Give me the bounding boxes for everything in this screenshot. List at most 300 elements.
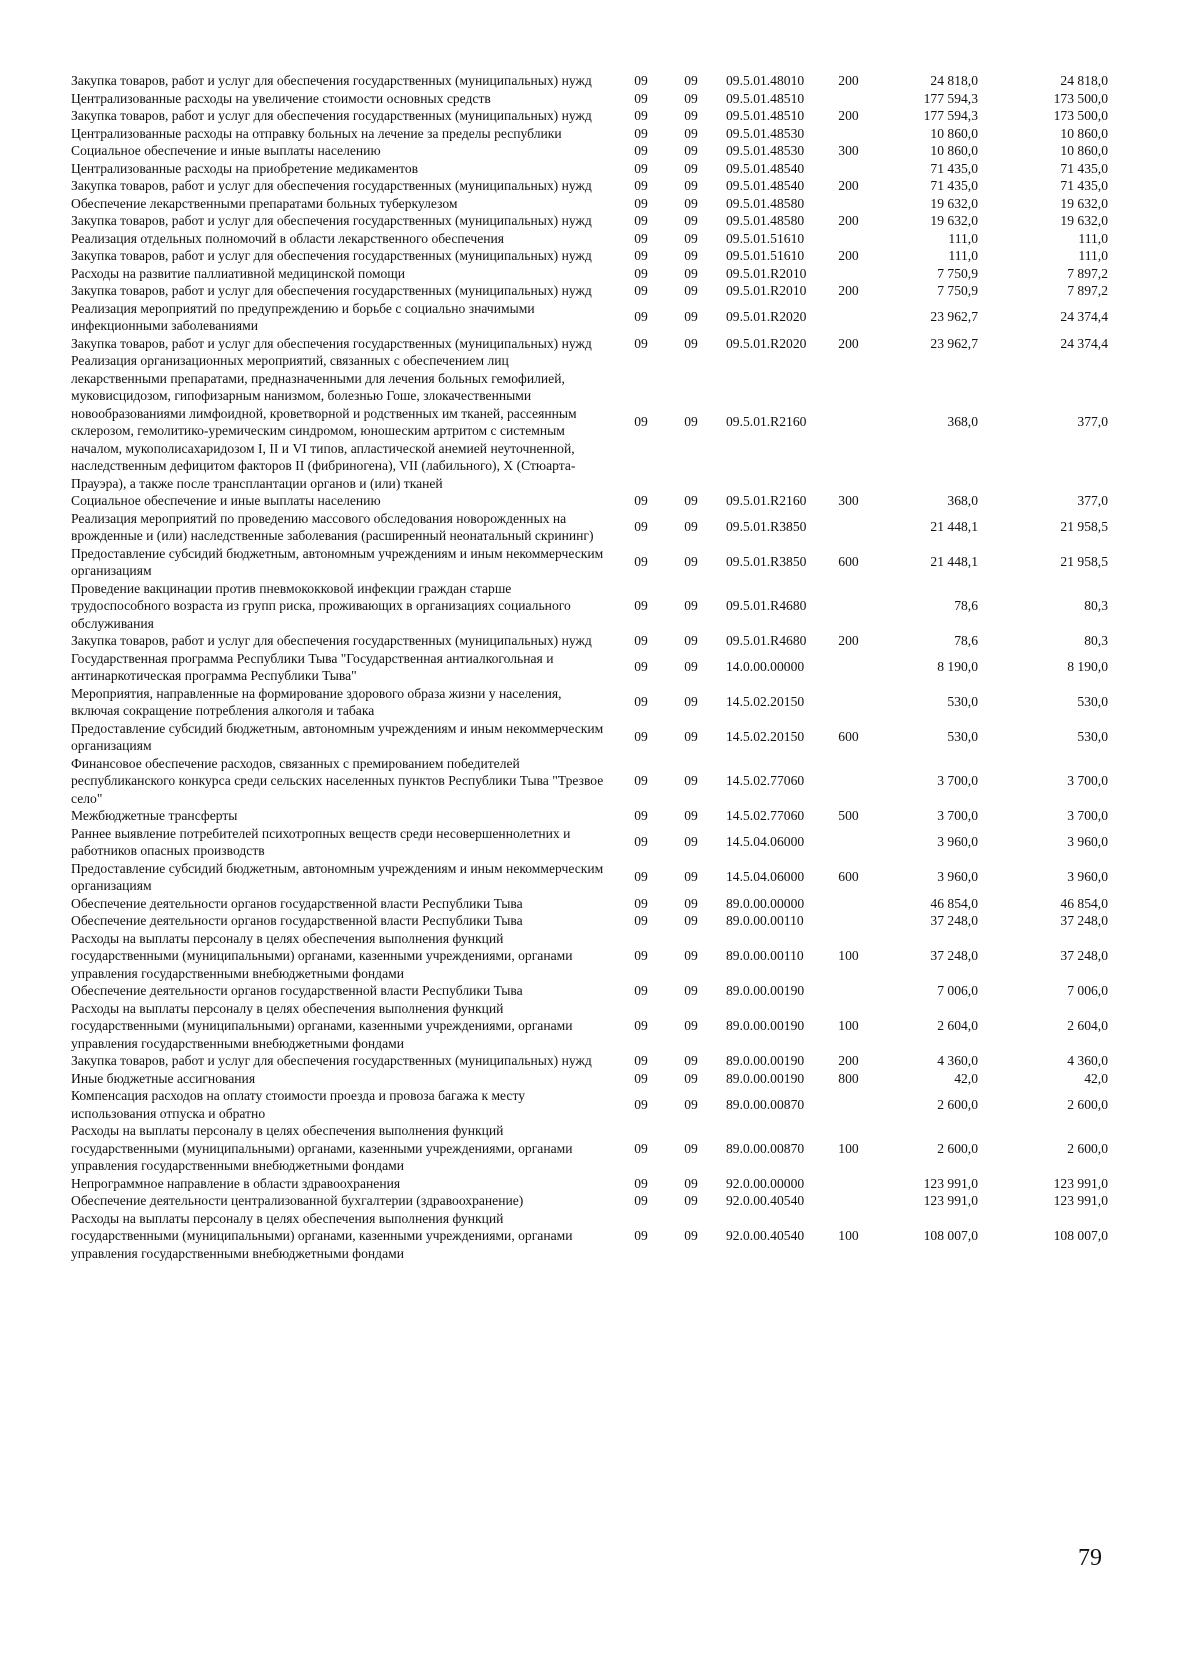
amount-year-1: 10 860,0: [930, 125, 978, 141]
section-code: 09: [634, 554, 648, 570]
section-code: 09: [634, 1175, 648, 1191]
amount-year-1: 2 600,0: [937, 1140, 978, 1156]
item-name: Расходы на развитие паллиативной медицинской помощи: [71, 265, 406, 281]
amount-year-2: 111,0: [1078, 230, 1108, 246]
amount-year-1: 21 448,1: [930, 519, 978, 535]
subsection-code: 09: [684, 1018, 698, 1033]
table-row: [71, 282, 1116, 300]
target-article-code: 14.5.02.20150: [726, 729, 805, 745]
table-row: [71, 335, 1116, 353]
amount-year-2: 71 435,0: [1060, 160, 1108, 176]
amount-year-2: 8 190,0: [1067, 659, 1108, 675]
item-name: Иные бюджетные ассигнования: [71, 1070, 256, 1086]
subsection-code: 09: [684, 73, 698, 88]
section-code: 09: [634, 948, 648, 963]
subsection-code: 09: [684, 519, 698, 535]
section-code: 09: [634, 283, 648, 298]
amount-year-2: 530,0: [1077, 729, 1108, 745]
item-name: Предоставление субсидий бюджетным, автономным учреждениям и иным некоммерческим организациям: [71, 860, 604, 893]
subsection-code: 09: [684, 808, 698, 823]
section-code: 09: [634, 895, 648, 911]
item-name: Закупка товаров, работ и услуг для обеспечения государственных (муниципальных) нужд: [71, 178, 592, 193]
target-article-code: 89.0.00.00000: [726, 895, 805, 911]
expense-type-code: 200: [838, 213, 859, 228]
amount-year-2: 10 860,0: [1060, 143, 1108, 158]
amount-year-2: 19 632,0: [1060, 213, 1108, 228]
table-row: [71, 720, 1116, 755]
expense-type-code: [821, 510, 876, 545]
amount-year-2: 173 500,0: [1053, 108, 1108, 123]
subsection-code: 09: [684, 554, 698, 570]
item-name: Реализация отдельных полномочий в области лекарственного обеспечения: [71, 230, 505, 246]
expense-type-code: [821, 1175, 876, 1193]
amount-year-1: 24 818,0: [930, 73, 978, 88]
target-article-code: 14.5.04.06000: [726, 869, 805, 885]
table-row: [71, 912, 1116, 930]
page-number: 79: [1078, 1545, 1102, 1571]
amount-year-1: 3 700,0: [937, 773, 978, 788]
amount-year-1: 10 860,0: [930, 143, 978, 158]
item-name: Раннее выявление потребителей психотропных веществ среди несовершеннолетних и работников опасных производств: [71, 825, 571, 858]
item-name: Социальное обеспечение и иные выплаты населению: [71, 143, 381, 158]
amount-year-2: 80,3: [1084, 598, 1108, 613]
amount-year-1: 108 007,0: [923, 1228, 978, 1243]
target-article-code: 09.5.01.48580: [726, 195, 805, 211]
amount-year-2: 2 600,0: [1067, 1140, 1108, 1156]
section-code: 09: [634, 1193, 648, 1208]
target-article-code: 09.5.01.R2160: [726, 493, 807, 508]
expense-type-code: [821, 895, 876, 913]
expense-type-code: [821, 90, 876, 108]
expense-type-code: [821, 230, 876, 248]
target-article-code: 09.5.01.R3850: [726, 519, 807, 535]
amount-year-2: 3 700,0: [1067, 773, 1108, 788]
amount-year-2: 42,0: [1084, 1070, 1108, 1086]
target-article-code: 14.0.00.00000: [726, 659, 805, 675]
item-name: Обеспечение деятельности органов государственной власти Республики Тыва: [71, 983, 523, 998]
subsection-code: 09: [684, 248, 698, 263]
table-row: [71, 685, 1116, 720]
section-code: 09: [634, 265, 648, 281]
item-name: Закупка товаров, работ и услуг для обеспечения государственных (муниципальных) нужд: [71, 248, 592, 263]
expense-type-code: [821, 912, 876, 930]
item-name: Расходы на выплаты персоналу в целях обеспечения выполнения функций государственными (муниципальными) органами, казенными учреждениями, органами управления государственными внебюджетными фондами: [71, 1123, 573, 1173]
section-code: 09: [634, 1140, 648, 1156]
expense-type-code: 300: [838, 493, 859, 508]
target-article-code: 09.5.01.R3850: [726, 554, 807, 570]
target-article-code: 89.0.00.00110: [726, 948, 804, 963]
subsection-code: 09: [684, 1228, 698, 1243]
item-name: Закупка товаров, работ и услуг для обеспечения государственных (муниципальных) нужд: [71, 633, 592, 648]
target-article-code: 89.0.00.00870: [726, 1096, 805, 1112]
amount-year-2: 123 991,0: [1053, 1193, 1108, 1208]
section-code: 09: [634, 230, 648, 246]
target-article-code: 89.0.00.00190: [726, 1018, 805, 1033]
amount-year-2: 7 006,0: [1067, 983, 1108, 998]
amount-year-1: 21 448,1: [930, 554, 978, 570]
amount-year-1: 177 594,3: [923, 108, 978, 123]
subsection-code: 09: [684, 414, 698, 430]
section-code: 09: [634, 213, 648, 228]
section-code: 09: [634, 729, 648, 745]
table-row: [71, 580, 1116, 633]
subsection-code: 09: [684, 493, 698, 508]
item-name: Централизованные расходы на приобретение медикаментов: [71, 160, 419, 176]
table-row: [71, 247, 1116, 265]
subsection-code: 09: [684, 1070, 698, 1086]
section-code: 09: [634, 659, 648, 675]
section-code: 09: [634, 808, 648, 823]
expense-type-code: 200: [838, 283, 859, 298]
target-article-code: 14.5.04.06000: [726, 834, 805, 850]
amount-year-2: 24 818,0: [1060, 73, 1108, 88]
amount-year-2: 24 374,4: [1060, 309, 1108, 325]
amount-year-2: 46 854,0: [1060, 895, 1108, 911]
target-article-code: 09.5.01.51610: [726, 230, 805, 246]
item-name: Социальное обеспечение и иные выплаты населению: [71, 493, 381, 508]
section-code: 09: [634, 160, 648, 176]
amount-year-2: 3 960,0: [1067, 869, 1108, 885]
expense-type-code: [821, 580, 876, 633]
expense-type-code: [821, 825, 876, 860]
section-code: 09: [634, 493, 648, 508]
expense-type-code: 500: [838, 808, 859, 823]
amount-year-2: 7 897,2: [1067, 283, 1108, 298]
section-code: 09: [634, 1018, 648, 1033]
target-article-code: 89.0.00.00110: [726, 913, 804, 928]
table-row: [71, 160, 1116, 178]
budget-table: [71, 72, 1116, 1262]
subsection-code: 09: [684, 213, 698, 228]
table-row: [71, 125, 1116, 143]
amount-year-2: 7 897,2: [1067, 265, 1108, 281]
target-article-code: 09.5.01.R2020: [726, 309, 807, 325]
amount-year-1: 7 750,9: [937, 283, 978, 298]
amount-year-2: 2 600,0: [1067, 1096, 1108, 1112]
item-name: Централизованные расходы на увеличение стоимости основных средств: [71, 90, 491, 106]
expense-type-code: 200: [838, 108, 859, 123]
amount-year-2: 3 960,0: [1067, 834, 1108, 850]
target-article-code: 09.5.01.48580: [726, 213, 805, 228]
expense-type-code: [821, 195, 876, 213]
target-article-code: 09.5.01.48510: [726, 108, 805, 123]
table-row: [71, 72, 1116, 90]
subsection-code: 09: [684, 1140, 698, 1156]
subsection-code: 09: [684, 659, 698, 675]
item-name: Межбюджетные трансферты: [71, 808, 238, 823]
amount-year-1: 177 594,3: [923, 90, 978, 106]
expense-type-code: 600: [838, 554, 859, 570]
item-name: Закупка товаров, работ и услуг для обеспечения государственных (муниципальных) нужд: [71, 335, 592, 351]
table-row: [71, 510, 1116, 545]
target-article-code: 92.0.00.40540: [726, 1193, 805, 1208]
section-code: 09: [634, 1228, 648, 1243]
subsection-code: 09: [684, 1096, 698, 1112]
section-code: 09: [634, 178, 648, 193]
expense-type-code: [821, 352, 876, 492]
item-name: Закупка товаров, работ и услуг для обеспечения государственных (муниципальных) нужд: [71, 283, 592, 298]
amount-year-2: 10 860,0: [1060, 125, 1108, 141]
expense-type-code: 600: [838, 869, 859, 885]
amount-year-1: 3 700,0: [937, 808, 978, 823]
table-row: [71, 265, 1116, 283]
item-name: Реализация мероприятий по предупреждению и борьбе с социально значимыми инфекционными заболеваниями: [71, 300, 535, 333]
subsection-code: 09: [684, 729, 698, 745]
target-article-code: 09.5.01.48530: [726, 125, 805, 141]
amount-year-2: 37 248,0: [1060, 913, 1108, 928]
section-code: 09: [634, 335, 648, 351]
section-code: 09: [634, 195, 648, 211]
section-code: 09: [634, 913, 648, 928]
target-article-code: 92.0.00.40540: [726, 1228, 805, 1243]
section-code: 09: [634, 694, 648, 710]
section-code: 09: [634, 869, 648, 885]
item-name: Обеспечение деятельности органов государственной власти Республики Тыва: [71, 913, 523, 928]
subsection-code: 09: [684, 178, 698, 193]
expense-type-code: [821, 160, 876, 178]
item-name: Закупка товаров, работ и услуг для обеспечения государственных (муниципальных) нужд: [71, 108, 592, 123]
table-row: [71, 982, 1116, 1000]
item-name: Обеспечение лекарственными препаратами больных туберкулезом: [71, 195, 458, 211]
subsection-code: 09: [684, 913, 698, 928]
target-article-code: 14.5.02.20150: [726, 694, 805, 710]
target-article-code: 09.5.01.48540: [726, 178, 805, 193]
expense-type-code: 800: [838, 1070, 859, 1086]
amount-year-1: 3 960,0: [937, 869, 978, 885]
item-name: Мероприятия, направленные на формирование здорового образа жизни у населения, включая сокращение потребления алкоголя и табака: [71, 685, 562, 718]
target-article-code: 09.5.01.48540: [726, 160, 805, 176]
item-name: Обеспечение деятельности органов государственной власти Республики Тыва: [71, 895, 523, 911]
target-article-code: 09.5.01.R2020: [726, 335, 807, 351]
expense-type-code: [821, 300, 876, 335]
item-name: Централизованные расходы на отправку больных на лечение за пределы республики: [71, 125, 562, 141]
subsection-code: 09: [684, 983, 698, 998]
target-article-code: 89.0.00.00190: [726, 1070, 805, 1086]
expense-type-code: [821, 1192, 876, 1210]
expense-type-code: [821, 755, 876, 808]
item-name: Предоставление субсидий бюджетным, автономным учреждениям и иным некоммерческим организациям: [71, 545, 604, 578]
table-row: [71, 212, 1116, 230]
table-row: [71, 1087, 1116, 1122]
section-code: 09: [634, 1096, 648, 1112]
subsection-code: 09: [684, 869, 698, 885]
table-row: [71, 632, 1116, 650]
table-row: [71, 195, 1116, 213]
item-name: Финансовое обеспечение расходов, связанных с премированием победителей республиканского конкурса среди сельских населенных пунктов Республики Тыва "Трезвое село": [71, 755, 604, 806]
subsection-code: 09: [684, 309, 698, 325]
amount-year-1: 23 962,7: [930, 309, 978, 325]
table-row: [71, 1175, 1116, 1193]
amount-year-1: 7 006,0: [937, 983, 978, 998]
table-row: [71, 142, 1116, 160]
table-row: [71, 1122, 1116, 1175]
amount-year-1: 71 435,0: [930, 160, 978, 176]
section-code: 09: [634, 108, 648, 123]
item-name: Расходы на выплаты персоналу в целях обеспечения выполнения функций государственными (муниципальными) органами, казенными учреждениями, органами управления государственными внебюджетными фондами: [71, 1210, 573, 1261]
subsection-code: 09: [684, 773, 698, 788]
table-row: [71, 825, 1116, 860]
expense-type-code: 300: [838, 143, 859, 158]
section-code: 09: [634, 1053, 648, 1068]
item-name: Проведение вакцинации против пневмококковой инфекции граждан старше трудоспособного возраста из групп риска, проживающих в организациях социального обслуживания: [71, 580, 571, 631]
table-row: [71, 1070, 1116, 1088]
amount-year-2: 4 360,0: [1067, 1053, 1108, 1068]
amount-year-2: 37 248,0: [1060, 948, 1108, 963]
expense-type-code: [821, 265, 876, 283]
target-article-code: 09.5.01.51610: [726, 248, 805, 263]
table-row: [71, 807, 1116, 825]
item-name: Закупка товаров, работ и услуг для обеспечения государственных (муниципальных) нужд: [71, 73, 592, 88]
section-code: 09: [634, 143, 648, 158]
target-article-code: 09.5.01.R2010: [726, 283, 807, 298]
item-name: Обеспечение деятельности централизованной бухгалтерии (здравоохранение): [71, 1193, 524, 1208]
amount-year-1: 7 750,9: [937, 265, 978, 281]
table-row: [71, 300, 1116, 335]
table-row: [71, 352, 1116, 492]
amount-year-1: 19 632,0: [930, 213, 978, 228]
subsection-code: 09: [684, 948, 698, 963]
table-row: [71, 492, 1116, 510]
amount-year-2: 24 374,4: [1060, 335, 1108, 351]
amount-year-2: 2 604,0: [1067, 1018, 1108, 1033]
expense-type-code: 200: [838, 335, 859, 351]
section-code: 09: [634, 983, 648, 998]
subsection-code: 09: [684, 108, 698, 123]
amount-year-2: 377,0: [1077, 414, 1108, 430]
subsection-code: 09: [684, 335, 698, 351]
amount-year-2: 19 632,0: [1060, 195, 1108, 211]
amount-year-2: 123 991,0: [1053, 1175, 1108, 1191]
table-body: [71, 72, 1116, 1262]
table-row: [71, 930, 1116, 983]
item-name: Закупка товаров, работ и услуг для обеспечения государственных (муниципальных) нужд: [71, 213, 592, 228]
expense-type-code: 200: [838, 73, 859, 88]
target-article-code: 09.5.01.R2160: [726, 414, 807, 430]
table-row: [71, 107, 1116, 125]
amount-year-2: 21 958,5: [1060, 519, 1108, 535]
amount-year-1: 3 960,0: [937, 834, 978, 850]
amount-year-1: 37 248,0: [930, 913, 978, 928]
expense-type-code: 600: [838, 729, 859, 745]
subsection-code: 09: [684, 1053, 698, 1068]
amount-year-1: 530,0: [947, 694, 978, 710]
subsection-code: 09: [684, 598, 698, 613]
table-row: [71, 1192, 1116, 1210]
amount-year-2: 71 435,0: [1060, 178, 1108, 193]
item-name: Непрограммное направление в области здравоохранения: [71, 1175, 401, 1191]
amount-year-2: 530,0: [1077, 694, 1108, 710]
subsection-code: 09: [684, 125, 698, 141]
expense-type-code: [821, 125, 876, 143]
subsection-code: 09: [684, 265, 698, 281]
amount-year-1: 111,0: [948, 230, 978, 246]
amount-year-2: 3 700,0: [1067, 808, 1108, 823]
section-code: 09: [634, 248, 648, 263]
amount-year-2: 173 500,0: [1053, 90, 1108, 106]
target-article-code: 89.0.00.00870: [726, 1140, 805, 1156]
target-article-code: 09.5.01.R2010: [726, 265, 807, 281]
section-code: 09: [634, 73, 648, 88]
target-article-code: 92.0.00.00000: [726, 1175, 805, 1191]
section-code: 09: [634, 773, 648, 788]
subsection-code: 09: [684, 90, 698, 106]
target-article-code: 09.5.01.48010: [726, 73, 805, 88]
target-article-code: 89.0.00.00190: [726, 983, 805, 998]
item-name: Реализация организационных мероприятий, связанных с обеспечением лиц лекарственными препаратами, предназначенными для лечения больных гемофилией, муковисцидозом, гипофизарным нанизмом, болезнью Гоше, злокачественными новообразованиями лимфоидной, кроветворной и родственных им тканей, рассеянным склерозом, гемолитико-уремическим синдромом, юношеским артритом с системным началом, мукополисахаридозом I, II и VI типов, апластической анемией неуточненной, наследственным дефицитом факторов II (фибриногена), VII (лабильного), X (Стюарта-Прауэра), а также после трансплантации органов и (или) тканей: [71, 353, 577, 491]
table-row: [71, 895, 1116, 913]
item-name: Государственная программа Республики Тыва "Государственная антиалкогольная и антинаркотическая программа Республики Тыва": [71, 650, 554, 683]
amount-year-1: 78,6: [954, 598, 978, 613]
subsection-code: 09: [684, 1193, 698, 1208]
section-code: 09: [634, 414, 648, 430]
amount-year-2: 377,0: [1077, 493, 1108, 508]
subsection-code: 09: [684, 895, 698, 911]
subsection-code: 09: [684, 283, 698, 298]
table-row: [71, 755, 1116, 808]
expense-type-code: [821, 685, 876, 720]
expense-type-code: 100: [838, 1140, 859, 1156]
amount-year-1: 42,0: [954, 1070, 978, 1086]
expense-type-code: 100: [838, 1018, 859, 1033]
expense-type-code: 200: [838, 178, 859, 193]
amount-year-1: 19 632,0: [930, 195, 978, 211]
amount-year-2: 80,3: [1084, 633, 1108, 648]
table-row: [71, 90, 1116, 108]
amount-year-1: 368,0: [947, 493, 978, 508]
item-name: Предоставление субсидий бюджетным, автономным учреждениям и иным некоммерческим организациям: [71, 720, 604, 753]
subsection-code: 09: [684, 230, 698, 246]
table-row: [71, 545, 1116, 580]
section-code: 09: [634, 834, 648, 850]
item-name: Расходы на выплаты персоналу в целях обеспечения выполнения функций государственными (муниципальными) органами, казенными учреждениями, органами управления государственными внебюджетными фондами: [71, 930, 573, 981]
section-code: 09: [634, 633, 648, 648]
table-row: [71, 230, 1116, 248]
amount-year-1: 46 854,0: [930, 895, 978, 911]
item-name: Реализация мероприятий по проведению массового обследования новорожденных на врожденные и (или) наследственные заболевания (расширенный неонатальный скрининг): [71, 510, 594, 543]
amount-year-1: 2 604,0: [937, 1018, 978, 1033]
amount-year-1: 37 248,0: [930, 948, 978, 963]
amount-year-1: 123 991,0: [923, 1175, 978, 1191]
item-name: Закупка товаров, работ и услуг для обеспечения государственных (муниципальных) нужд: [71, 1053, 592, 1068]
table-row: [71, 1210, 1116, 1263]
expense-type-code: [821, 650, 876, 685]
subsection-code: 09: [684, 195, 698, 211]
target-article-code: 09.5.01.R4680: [726, 598, 807, 613]
amount-year-2: 21 958,5: [1060, 554, 1108, 570]
item-name: Компенсация расходов на оплату стоимости проезда и провоза багажа к месту использования отпуска и обратно: [71, 1088, 526, 1121]
subsection-code: 09: [684, 694, 698, 710]
section-code: 09: [634, 598, 648, 613]
section-code: 09: [634, 1070, 648, 1086]
amount-year-1: 2 600,0: [937, 1096, 978, 1112]
table-row: [71, 860, 1116, 895]
section-code: 09: [634, 90, 648, 106]
target-article-code: 09.5.01.48530: [726, 143, 805, 158]
amount-year-1: 71 435,0: [930, 178, 978, 193]
subsection-code: 09: [684, 143, 698, 158]
amount-year-1: 368,0: [947, 414, 978, 430]
expense-type-code: 100: [838, 1228, 859, 1243]
amount-year-1: 78,6: [954, 633, 978, 648]
expense-type-code: 200: [838, 1053, 859, 1068]
expense-type-code: 100: [838, 948, 859, 963]
amount-year-1: 111,0: [948, 248, 978, 263]
amount-year-2: 108 007,0: [1053, 1228, 1108, 1243]
amount-year-1: 23 962,7: [930, 335, 978, 351]
expense-type-code: [821, 982, 876, 1000]
expense-type-code: 200: [838, 248, 859, 263]
expense-type-code: [821, 1087, 876, 1122]
